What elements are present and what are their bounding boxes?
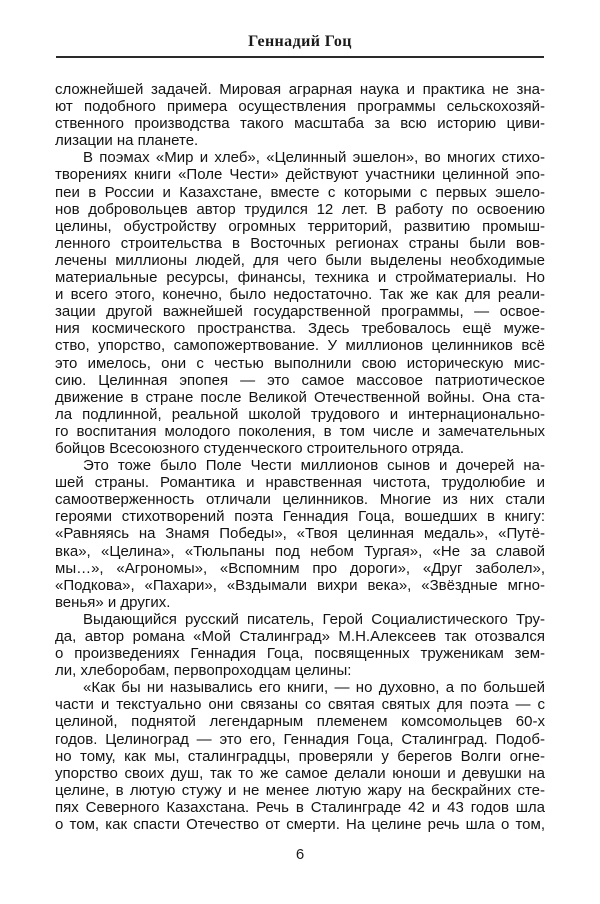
text-line: ла подлинной, реальной школой трудового и интернационально- (55, 405, 545, 423)
text-line: го воспитания молодого поколения, в том числе и замечательных (55, 422, 545, 440)
text-line: мы…», «Агрономы», «Вспомним про дороги», «Друг заболел», (55, 559, 545, 577)
text-line: целиной, поднятой легендарным племенем комсомольцев 60-х (55, 713, 545, 731)
text-line: нов добровольцев автор трудился 12 лет. В работу по освоению (55, 200, 545, 218)
text-line: ли, хлеборобам, первопроходцам целины: (55, 662, 352, 680)
text-line: материальные ресурсы, финансы, техника и стройматериалы. Но (55, 269, 545, 287)
text-line: зации другой важнейшей государственной программы, — освое- (55, 303, 545, 321)
text-line: сию. Целинная эпопея — это самое массовое патриотическое (55, 371, 545, 389)
text-line: вка», «Целина», «Тюльпаны под небом Тургая», «Не за славой (55, 542, 545, 560)
text-line: целины, обустройству огромных территорий, развитию промыш- (55, 217, 545, 235)
text-line: ют подобного примера осуществления программы сельскохозяй- (55, 98, 545, 116)
text-line: Это тоже было Поле Чести миллионов сынов и дочерей на- (83, 457, 545, 475)
text-line: пях Северного Казахстана. Речь в Сталинграде 42 и 43 годов шла (55, 798, 545, 816)
text-line: да, автор романа «Мой Сталинград» М.Н.Алексеев так отозвался (55, 628, 545, 645)
text-line: сложнейшей задачей. Мировая аграрная наука и практика не зна- (55, 81, 545, 98)
text-line: творениях книги «Поле Чести» действуют участники целинной эпо- (55, 166, 545, 184)
running-header: Геннадий Гоц (248, 33, 352, 50)
text-line: «Равняясь на Знамя Победы», «Твоя целинная медаль», «Путё- (55, 525, 545, 543)
text-line: и всего этого, конечно, было недостаточно. Так же как для реали- (55, 286, 545, 304)
text-line: ственного производства такого масштаба за всю историю циви- (55, 115, 545, 133)
text-line: годов. Целиноград — это его, Геннадия Гоца, Сталинград. Подоб- (55, 730, 545, 748)
text-line: самоотверженность отличали целинников. Многие из них стали (55, 491, 545, 509)
text-line: венья» и других. (55, 593, 171, 611)
header-rule (56, 56, 544, 58)
page-number: 6 (295, 846, 305, 863)
text-line: части и текстуально они связаны со святая святых для поэта — с (55, 696, 545, 714)
page-body (55, 81, 545, 833)
text-line: ленного строительства в Восточных регионах страны были вов- (55, 234, 545, 252)
text-line: ство, упорство, самопожертвование. У миллионов целинников всё (55, 337, 545, 355)
text-line: это имелось, они с честью выполнили свою историческую мис- (55, 354, 545, 372)
text-line: целине, в лютую стужу и не менее лютую жару на бескрайних сте- (55, 781, 545, 799)
text-line: лизации на планете. (55, 132, 199, 150)
text-line: о произведениях Геннадия Гоца, посвященных труженикам зем- (55, 645, 545, 663)
text-line: лечены миллионы людей, для чего были выделены необходимые (55, 251, 545, 269)
text-line: но тому, как мы, сталинградцы, проверяли у берегов Волги огне- (55, 747, 545, 765)
text-line: Выдающийся русский писатель, Герой Социалистического Тру- (83, 610, 545, 628)
text-line: бойцов Всесоюзного студенческого строительного отряда. (55, 439, 465, 457)
text-line: пеи в России и Казахстане, вместе с которыми с первых эшело- (55, 183, 545, 201)
text-line: героями стихотворений поэта Геннадия Гоца, вошедших в книгу: (55, 508, 545, 526)
text-line: ния космического пространства. Здесь требовалось ещё муже- (55, 320, 545, 338)
text-line: В поэмах «Мир и хлеб», «Целинный эшелон», во многих стихо- (83, 149, 545, 167)
text-line: «Подкова», «Пахари», «Вздымали вихри века», «Звёздные мгно- (55, 576, 545, 594)
text-line: движение в стране после Великой Отечественной войны. Она ста- (55, 388, 545, 406)
text-line: упорство своих душ, так то же самое делали юноши и девушки на (55, 764, 545, 782)
text-line: «Как бы ни назывались его книги, — но духовно, а по большей (83, 679, 545, 697)
text-line: о том, как спасти Отечество от смерти. На целине речь шла о том, (55, 816, 545, 834)
text-line: шей страны. Романтика и нравственная чистота, трудолюбие и (55, 474, 545, 492)
